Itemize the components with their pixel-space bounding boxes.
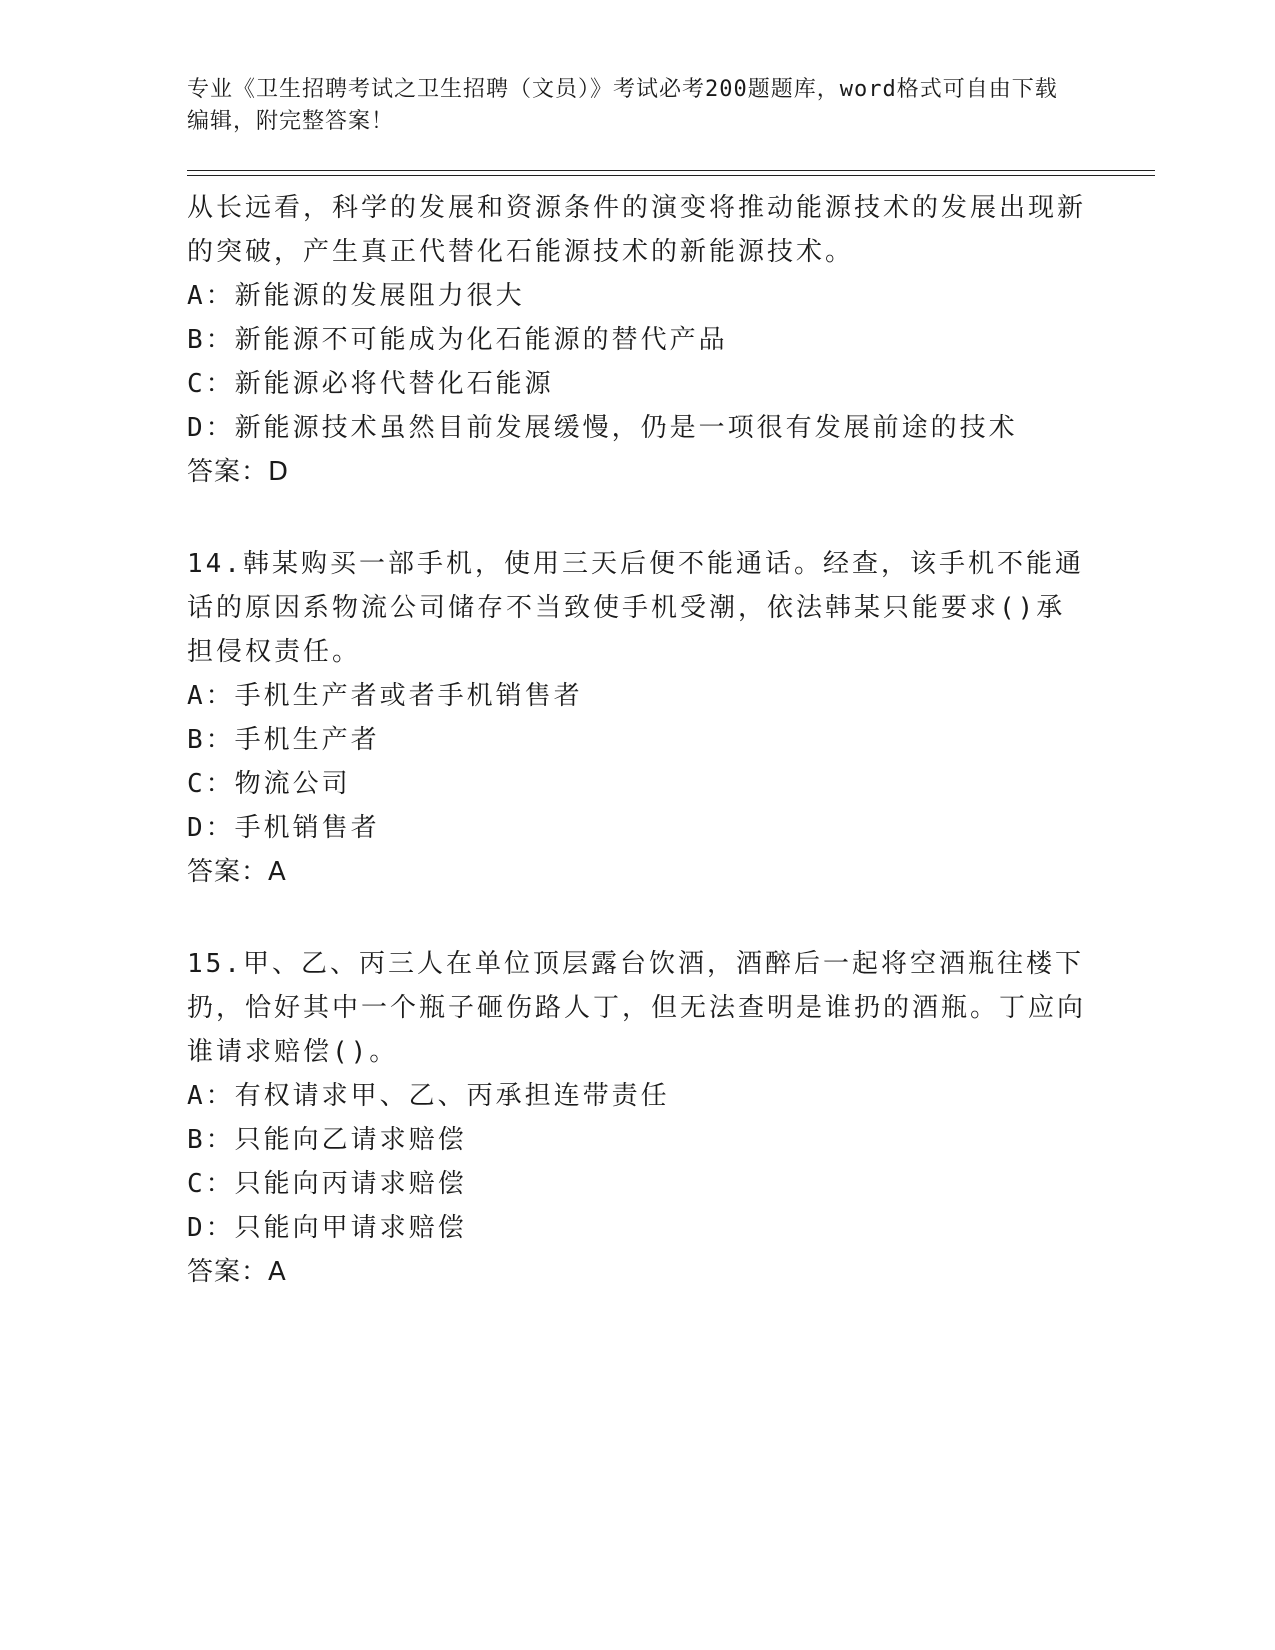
- question-stem: 从长远看，科学的发展和资源条件的演变将推动能源技术的发展出现新的突破，产生真正代替化石能源技术的新能源技术。: [187, 193, 1087, 267]
- spacer: [187, 494, 1087, 542]
- option-b: B：新能源不可能成为化石能源的替代产品: [187, 325, 728, 355]
- option-c: C：新能源必将代替化石能源: [187, 369, 554, 399]
- question-14: [187, 542, 1087, 894]
- option-c: C：只能向丙请求赔偿: [187, 1169, 467, 1199]
- option-b: B：手机生产者: [187, 725, 380, 755]
- answer: 答案：A: [187, 1257, 287, 1287]
- document-header: 专业《卫生招聘考试之卫生招聘（文员）》考试必考200题题库，word格式可自由下载编辑，附完整答案！: [187, 77, 1058, 134]
- answer: 答案：D: [187, 457, 290, 487]
- option-d: D：只能向甲请求赔偿: [187, 1213, 467, 1243]
- answer: 答案：A: [187, 857, 287, 887]
- header-divider-top: [187, 170, 1155, 171]
- question-stem: 14.韩某购买一部手机，使用三天后便不能通话。经查，该手机不能通话的原因系物流公司储存不当致使手机受潮，依法韩某只能要求()承担侵权责任。: [187, 549, 1084, 667]
- option-d: D：新能源技术虽然目前发展缓慢，仍是一项很有发展前途的技术: [187, 413, 1018, 443]
- question-list: [187, 186, 1087, 1294]
- option-a: A：有权请求甲、乙、丙承担连带责任: [187, 1081, 670, 1111]
- question-15: [187, 942, 1087, 1294]
- option-d: D：手机销售者: [187, 813, 380, 843]
- question-stem: 15.甲、乙、丙三人在单位顶层露台饮酒，酒醉后一起将空酒瓶往楼下扔，恰好其中一个瓶子砸伤路人丁，但无法查明是谁扔的酒瓶。丁应向谁请求赔偿()。: [187, 949, 1087, 1067]
- spacer: [187, 894, 1087, 942]
- option-a: A：手机生产者或者手机销售者: [187, 681, 583, 711]
- option-b: B：只能向乙请求赔偿: [187, 1125, 467, 1155]
- header-divider-bottom: [187, 175, 1155, 176]
- option-c: C：物流公司: [187, 769, 351, 799]
- question-13: [187, 186, 1087, 494]
- option-a: A：新能源的发展阻力很大: [187, 281, 525, 311]
